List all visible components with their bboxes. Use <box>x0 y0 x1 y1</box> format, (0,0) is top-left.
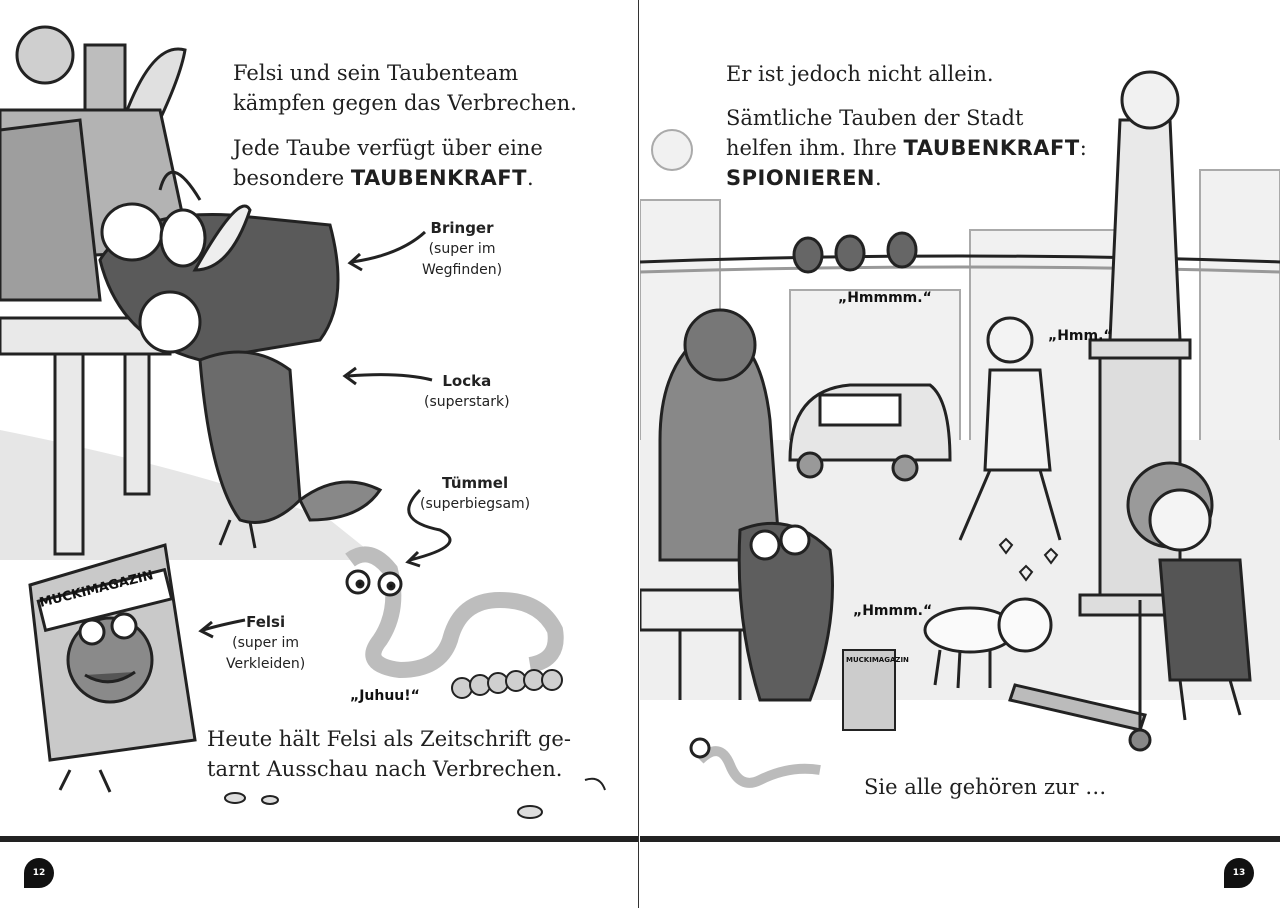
taubenkraft-term: TAUBENKRAFT <box>350 166 527 190</box>
left-para2-line1: Jede Taube verfügt über eine <box>233 136 543 160</box>
left-para2-line2: besondere TAUBENKRAFT. <box>233 166 534 190</box>
left-page <box>0 0 639 908</box>
label-locka: Locka (superstark) <box>424 372 510 410</box>
left-para1-line2: kämpfen gegen das Verbrechen. <box>233 91 577 115</box>
speech-hmmmm: „Hmmmm.“ <box>838 290 932 306</box>
label-felsi: Felsi (super im Verkleiden) <box>226 613 306 672</box>
page-number-left: 12 <box>24 858 54 888</box>
caterpillar-illustration <box>452 670 562 698</box>
left-para1-line1: Felsi und sein Taubenteam <box>233 61 519 85</box>
right-closing-text: Sie alle gehören zur … <box>864 775 1107 799</box>
right-paragraph-2 <box>726 103 1087 193</box>
small-magazine-title: MUCKIMAGAZIN <box>846 656 909 664</box>
left-paragraph-3 <box>207 724 571 784</box>
wire-with-pigeons <box>640 233 1280 272</box>
right-para2-line2: helfen ihm. Ihre TAUBENKRAFT: <box>726 136 1087 160</box>
left-paragraph-1 <box>233 58 577 118</box>
right-paragraph-1: Er ist jedoch nicht allein. <box>726 62 994 86</box>
speech-hmm: „Hmm.“ <box>1048 328 1113 344</box>
felsi-pigeon-illustration <box>739 523 832 700</box>
floor-line-right <box>640 836 1280 842</box>
magazine-title: MUCKIMAGAZIN <box>37 568 155 611</box>
tuemmel-pigeon-illustration <box>347 554 556 670</box>
right-page <box>640 0 1280 908</box>
label-bringer: Bringer (super im Wegfinden) <box>422 219 503 278</box>
left-para3-line2: tarnt Ausschau nach Verbrechen. <box>207 757 563 781</box>
page-number-right: 13 <box>1224 858 1254 888</box>
right-para2-line3: SPIONIEREN. <box>726 166 882 190</box>
floor-line <box>0 836 639 842</box>
taubenkraft-term-right: TAUBENKRAFT <box>903 136 1080 160</box>
small-pigeon-illustration <box>691 739 820 783</box>
label-tuemmel: Tümmel (superbiegsam) <box>420 474 531 512</box>
right-para2-line1: Sämtliche Tauben der Stadt <box>726 106 1024 130</box>
left-paragraph-2 <box>233 133 543 193</box>
spionieren-term: SPIONIEREN <box>726 166 876 190</box>
speech-hmmm: „Hmmm.“ <box>853 603 933 619</box>
ground-details <box>225 779 605 818</box>
speech-juhuu: „Juhuu!“ <box>350 688 420 704</box>
left-para3-line1: Heute hält Felsi als Zeitschrift ge- <box>207 727 571 751</box>
